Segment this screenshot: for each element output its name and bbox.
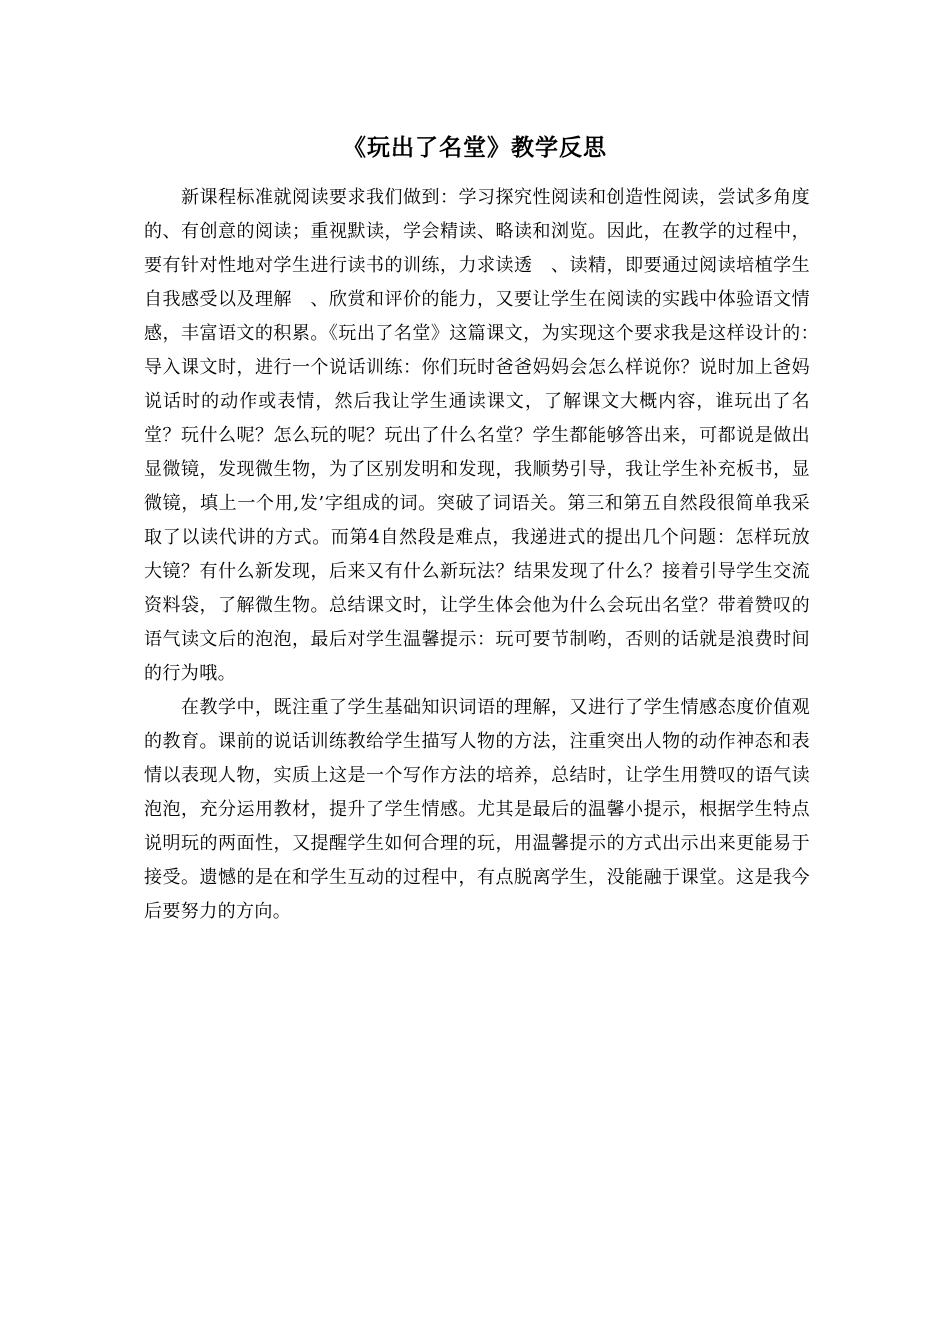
document-title: 《玩出了名堂》教学反思 [343, 134, 607, 161]
paragraph-1: 新课程标准就阅读要求我们做到：学习探究性阅读和创造性阅读，尝试多角度的、有创意的阅读；重视默读，学会精读、略读和浏览。因此，在教学的过程中，要有针对性地对学生进行读书的训练，力求读透 、读精，即要通过阅读培植学生自我感受以及理解 、欣赏和评价的能力，又要让学生在阅读的实践中体验语文情感，丰富语文的积累。《玩出了名堂》这篇课文，为实现这个要求我是这样设计的： 导入课文时，进行一个说话训练：你们玩时爸爸妈妈会怎么样说你？说时加上爸妈说话时的动作或表情，然后我让学生通读课文，了解课文大概内容，谁玩出了名堂？玩什么呢？怎么玩的呢？玩出了什么名堂？学生都能够答出来，可都说是做出显微镜，发现微生物，为了区别发明和发现，我顺势引导，我让学生补充板书，显微镜，填上一个用,发’字组成的词。突破了词语关。第三和第五自然段很简单我采取了以读代讲的方式。而第4自然段是难点，我递进式的提出几个问题：怎样玩放大镜？有什么新发现，后来又有什么新玩法？结果发现了什么？接着引导学生交流资料袋，了解微生物。总结课文时，让学生体会他为什么会玩出名堂？带着赞叹的语气读文后的泡泡，最后对学生温馨提示：玩可要节制哟，否则的话就是浪费时间的行为哦。 [144, 187, 829, 684]
document-body [144, 181, 829, 929]
paragraph-2: 在教学中，既注重了学生基础知识词语的理解，又进行了学生情感态度价值观的教育。课前的说话训练教给学生描写人物的方法，注重突出人物的动作神态和表情以表现人物，实质上这是一个写作方法的培养，总结时，让学生用赞叹的语气读泡泡，充分运用教材，提升了学生情感。尤其是最后的温馨小提示，根据学生特点说明玩的两面性，又提醒学生如何合理的玩，用温馨提示的方式出示出来更能易于接受。遗憾的是在和学生互动的过程中，有点脱离学生，没能融于课堂。这是我今后要努力的方向。 [144, 697, 810, 922]
